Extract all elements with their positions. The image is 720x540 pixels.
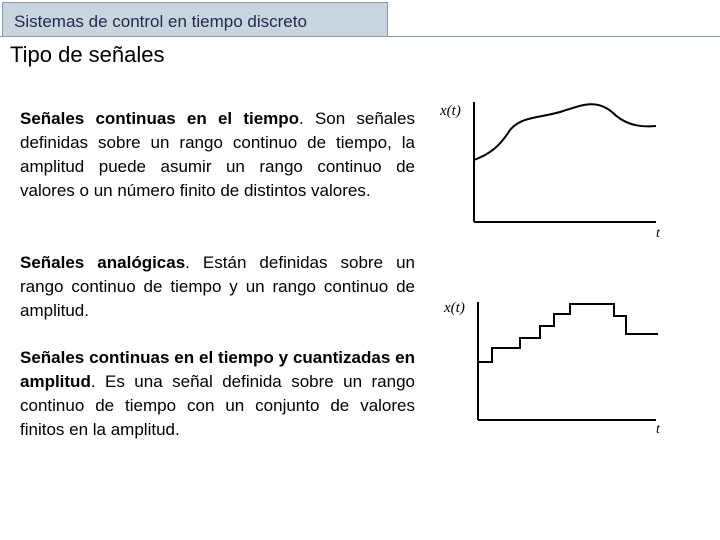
paragraph-text: . Son señales definidas sobre un rango continuo de tiempo, la amplitud puede asumir un rango continuo de valores o un número finito de distintos valores. (20, 109, 415, 200)
paragraph-quantized (20, 346, 415, 442)
continuous-signal-figure (430, 96, 690, 246)
x-axis-label: t (656, 422, 660, 437)
y-axis-label: x(t) (444, 300, 465, 316)
staircase-signal (478, 304, 658, 362)
paragraph-analog (20, 251, 415, 323)
signal-curve (474, 104, 656, 160)
slide-title: Tipo de señales (10, 42, 165, 67)
paragraph-text: . Es una señal definida sobre un rango continuo de tiempo con un conjunto de valores finitos en la amplitud. (20, 372, 415, 439)
quantized-signal-figure (430, 292, 690, 442)
paragraph-term: Señales analógicas (20, 253, 186, 272)
paragraph-text: . Están definidas sobre un rango continuo de tiempo y un rango continuo de amplitud. (20, 253, 415, 320)
paragraph-term: Señales continuas en el tiempo (20, 109, 300, 128)
paragraph-term: Señales continuas en el tiempo y cuantizadas en amplitud (20, 348, 415, 391)
continuous-signal-plot (430, 96, 690, 246)
paragraph-continuous-time (20, 107, 415, 203)
header-divider (0, 36, 720, 37)
header-title: Sistemas de control en tiempo discreto (14, 12, 307, 31)
x-axis-label: t (656, 226, 660, 241)
y-axis-label: x(t) (440, 103, 461, 119)
quantized-signal-plot (430, 292, 690, 442)
